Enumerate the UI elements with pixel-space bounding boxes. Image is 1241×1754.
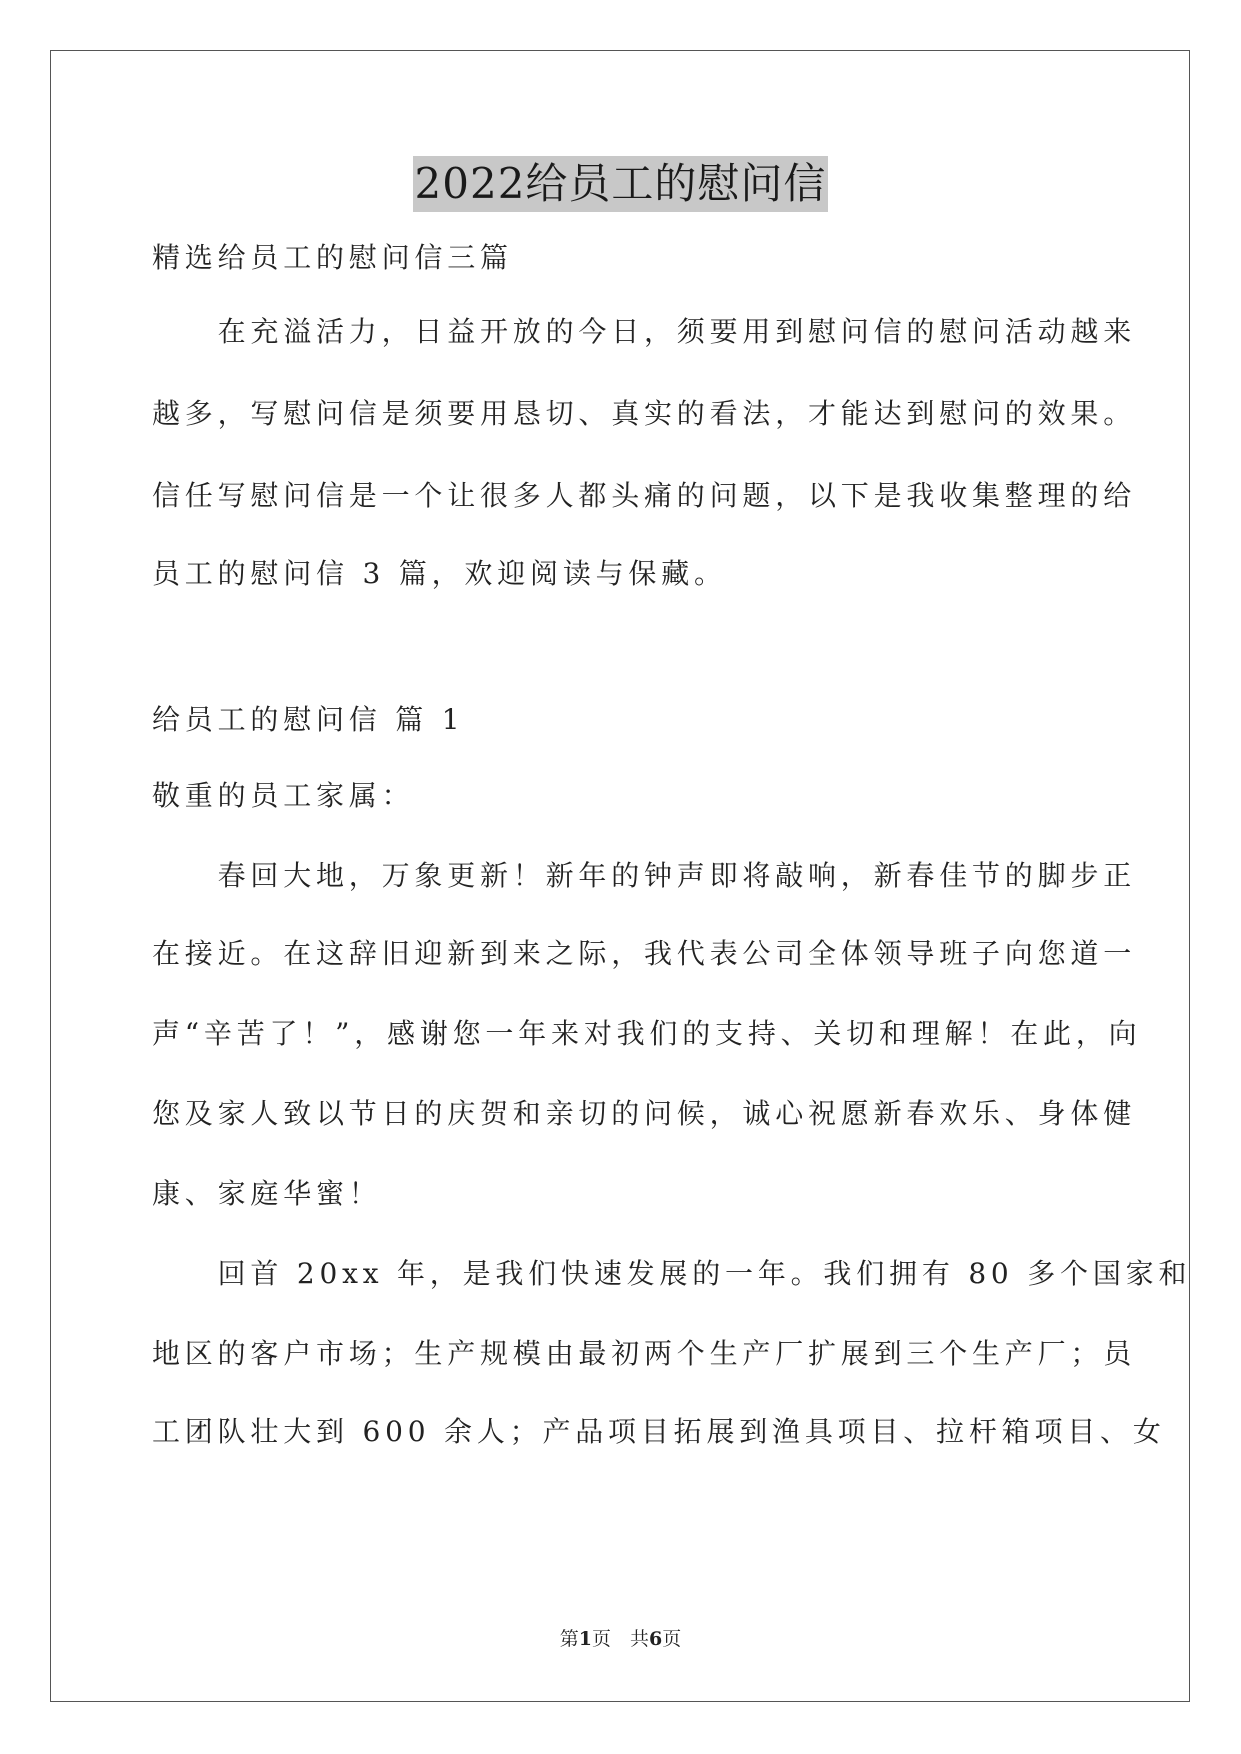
body-line: 工团队壮大到 600 余人；产品项目拓展到渔具项目、拉杆箱项目、女 xyxy=(152,1415,1166,1448)
body-line: 康、家庭华蜜！ xyxy=(152,1177,382,1210)
footer-prefix: 第 xyxy=(559,1628,579,1650)
body-line: 回首 20xx 年，是我们快速发展的一年。我们拥有 80 多个国家和 xyxy=(152,1257,1192,1290)
body-line: 春回大地，万象更新！新年的钟声即将敲响，新春佳节的脚步正 xyxy=(152,859,1137,892)
footer-total-pages: 6 xyxy=(649,1628,663,1650)
body-line: 您及家人致以节日的庆贺和亲切的问候，诚心祝愿新春欢乐、身体健 xyxy=(152,1097,1137,1130)
body-line: 信任写慰问信是一个让很多人都头痛的问题，以下是我收集整理的给 xyxy=(152,479,1137,512)
subtitle-line: 精选给员工的慰问信三篇 xyxy=(152,241,513,274)
salutation-line: 敬重的员工家属： xyxy=(152,779,415,812)
footer-mid: 页 共 xyxy=(591,1628,649,1650)
body-line: 在充溢活力，日益开放的今日，须要用到慰问信的慰问活动越来 xyxy=(152,315,1137,348)
document-title: 2022给员工的慰问信 xyxy=(413,156,829,212)
footer-suffix: 页 xyxy=(662,1628,682,1650)
title-wrap xyxy=(0,156,1241,212)
body-line: 声“辛苦了！”，感谢您一年来对我们的支持、关切和理解！在此，向 xyxy=(152,1017,1142,1050)
body-line: 在接近。在这辞旧迎新到来之际，我代表公司全体领导班子向您道一 xyxy=(152,937,1137,970)
body-line: 地区的客户市场；生产规模由最初两个生产厂扩展到三个生产厂；员 xyxy=(152,1337,1137,1370)
page-footer xyxy=(0,1626,1241,1652)
footer-current-page: 1 xyxy=(578,1628,592,1650)
section-heading: 给员工的慰问信 篇 1 xyxy=(152,703,465,736)
body-line: 越多，写慰问信是须要用恳切、真实的看法，才能达到慰问的效果。 xyxy=(152,397,1137,430)
body-line: 员工的慰问信 3 篇，欢迎阅读与保藏。 xyxy=(152,557,727,590)
